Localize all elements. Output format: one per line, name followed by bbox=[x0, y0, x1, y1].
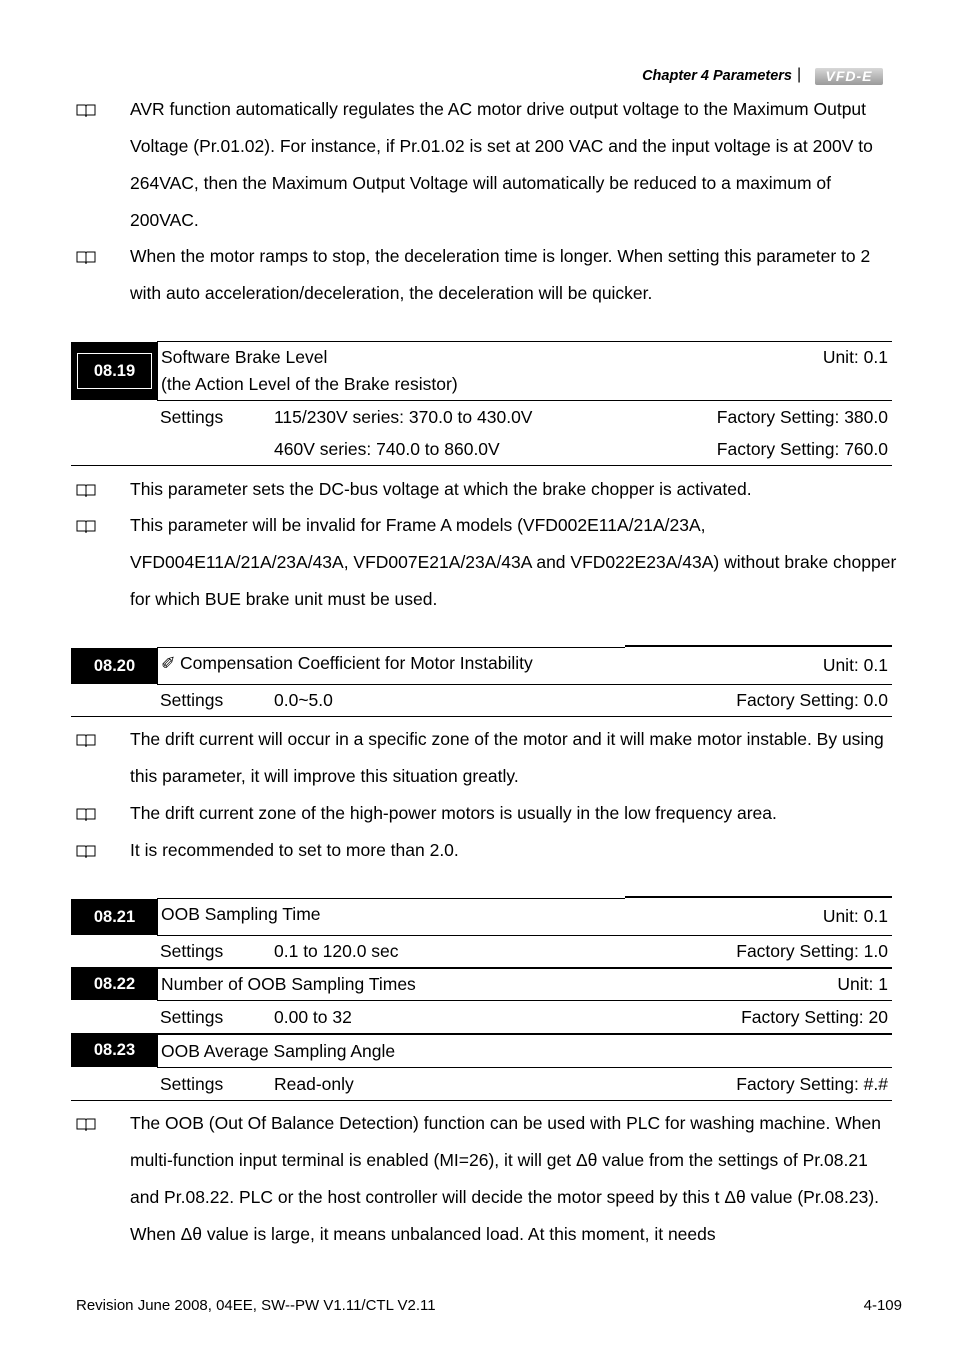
divider bbox=[625, 896, 892, 898]
book-icon bbox=[76, 250, 96, 265]
param-unit: Unit: 0.1 bbox=[822, 347, 888, 367]
param-title: Software Brake Level bbox=[161, 347, 328, 367]
factory-setting: Factory Setting: 20 bbox=[741, 1007, 888, 1027]
param-number: 08.20 bbox=[71, 648, 158, 684]
bullet-oob: The OOB (Out Of Balance Detection) function can be used with PLC for washing machine. When multi-function input terminal is enabled (MI=26), it will get Δθ value from the settings of Pr.08.21 and Pr.08.22. PLC or the host controller will decide the motor speed by this t Δθ value (Pr.08.23). When Δθ value is large, it means unbalanced load. At this moment, it needs bbox=[130, 1113, 881, 1244]
divider bbox=[157, 898, 625, 899]
book-icon bbox=[76, 807, 96, 822]
page-number: 4-109 bbox=[863, 1297, 902, 1314]
divider bbox=[71, 1100, 892, 1101]
factory-setting: Factory Setting: #.# bbox=[736, 1074, 888, 1094]
book-icon bbox=[76, 1117, 96, 1132]
param-title: OOB Average Sampling Angle bbox=[161, 1041, 396, 1061]
param-unit: Unit: 0.1 bbox=[822, 906, 888, 926]
param-title: Compensation Coefficient for Motor Instability bbox=[180, 653, 533, 673]
param-number: 08.23 bbox=[71, 1034, 158, 1067]
book-icon bbox=[76, 483, 96, 498]
factory-setting: Factory Setting: 1.0 bbox=[736, 941, 888, 961]
factory-setting: Factory Setting: 760.0 bbox=[716, 439, 888, 459]
param-number-box bbox=[71, 342, 158, 400]
param-title: Number of OOB Sampling Times bbox=[161, 974, 416, 994]
setting-range: 0.0~5.0 bbox=[274, 690, 333, 710]
settings-label: Settings bbox=[160, 941, 224, 961]
book-icon bbox=[76, 844, 96, 859]
pencil-icon: ✐ bbox=[161, 653, 176, 673]
bullet-0820-recommend: It is recommended to set to more than 2.0. bbox=[130, 840, 459, 860]
divider bbox=[71, 716, 892, 717]
divider bbox=[157, 1067, 892, 1068]
chapter-title: Chapter 4 Parameters bbox=[642, 68, 792, 84]
divider bbox=[157, 400, 892, 401]
intro-bullet-decel: When the motor ramps to stop, the deceleration time is longer. When setting this parameter to 2 with auto acceleration/deceleration, the deceleration will be quicker. bbox=[130, 246, 871, 303]
divider bbox=[157, 1000, 892, 1001]
divider bbox=[157, 341, 892, 342]
param-title-sub: (the Action Level of the Brake resistor) bbox=[161, 374, 458, 394]
factory-setting: Factory Setting: 0.0 bbox=[736, 690, 888, 710]
divider bbox=[71, 465, 892, 466]
divider bbox=[71, 1033, 892, 1035]
divider bbox=[157, 647, 625, 648]
bullet-0820-drift: The drift current will occur in a specific zone of the motor and it will make motor instable. By using this parameter, it will improve this situation greatly. bbox=[130, 729, 884, 786]
footer-revision: Revision June 2008, 04EE, SW--PW V1.11/CTL V2.11 bbox=[76, 1297, 436, 1314]
bullet-0819-dcbus: This parameter sets the DC-bus voltage at which the brake chopper is activated. bbox=[130, 479, 752, 499]
settings-label: Settings bbox=[160, 690, 224, 710]
vfd-e-logo: VFD-E bbox=[815, 68, 883, 85]
divider bbox=[71, 967, 892, 969]
setting-range: 460V series: 740.0 to 860.0V bbox=[274, 439, 500, 459]
setting-range: 0.00 to 32 bbox=[274, 1007, 352, 1027]
param-number: 08.19 bbox=[77, 353, 152, 389]
divider bbox=[157, 935, 892, 936]
bullet-0820-zone: The drift current zone of the high-power motors is usually in the low frequency area. bbox=[130, 803, 777, 823]
setting-range: 0.1 to 120.0 sec bbox=[274, 941, 399, 961]
header-separator: | bbox=[797, 66, 802, 83]
book-icon bbox=[76, 103, 96, 118]
divider bbox=[157, 684, 892, 685]
divider bbox=[625, 645, 892, 647]
param-title: OOB Sampling Time bbox=[161, 904, 321, 924]
settings-label: Settings bbox=[160, 1074, 224, 1094]
param-unit: Unit: 1 bbox=[837, 974, 888, 994]
param-unit: Unit: 0.1 bbox=[822, 655, 888, 675]
intro-bullet-avr: AVR function automatically regulates the AC motor drive output voltage to the Maximum Output Voltage (Pr.01.02). For instance, if Pr.01.02 is set at 200 VAC and the input voltage is at 200V to 264VAC, then the Maximum Output Voltage will automatically be reduced to a maximum of 200VAC. bbox=[130, 99, 873, 230]
settings-label: Settings bbox=[160, 407, 224, 427]
setting-range: Read-only bbox=[274, 1074, 354, 1094]
param-number: 08.21 bbox=[71, 899, 158, 935]
param-number: 08.22 bbox=[71, 968, 158, 1000]
book-icon bbox=[76, 733, 96, 748]
book-icon bbox=[76, 519, 96, 534]
settings-label: Settings bbox=[160, 1007, 224, 1027]
setting-range: 115/230V series: 370.0 to 430.0V bbox=[274, 407, 533, 427]
bullet-0819-frame-a: This parameter will be invalid for Frame A models (VFD002E11A/21A/23A, VFD004E11A/21A/23A/43A, VFD007E21A/23A/43A and VFD022E23A/43A) without brake chopper for which BUE brake unit must be used. bbox=[130, 515, 897, 609]
factory-setting: Factory Setting: 380.0 bbox=[716, 407, 888, 427]
